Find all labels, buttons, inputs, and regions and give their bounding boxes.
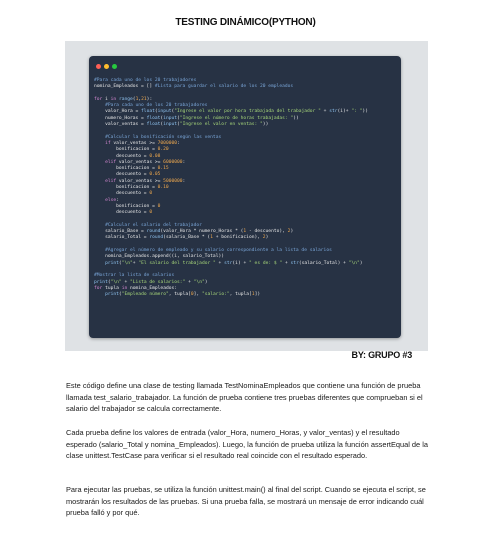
code-token: range (118, 96, 133, 102)
code-token: salario_Base = (94, 229, 147, 235)
code-token: input (157, 109, 172, 115)
code-token: 0.05 (149, 172, 161, 178)
code-token: 5000000 (163, 178, 183, 184)
code-token: input (163, 115, 178, 121)
code-token: 0 (149, 210, 153, 216)
code-token: 2 (262, 235, 266, 241)
code-token: 0.15 (157, 166, 169, 172)
code-token: input (163, 122, 178, 128)
code-line (94, 292, 397, 298)
code-token: else (94, 197, 117, 203)
code-token: : (182, 178, 186, 184)
code-token: 6000000 (163, 159, 183, 165)
code-token: + (121, 279, 131, 285)
code-token: )) (262, 122, 269, 128)
code-token: valor_Hora = (94, 109, 142, 115)
code-token: (salario_Base * ( (163, 235, 211, 241)
code-editor-window (89, 56, 401, 338)
code-token: descuento = (94, 172, 150, 178)
code-token: bonificacion = (94, 166, 158, 172)
code-token: nomina_Empleados = [] (94, 84, 155, 90)
code-token: elif (94, 178, 119, 184)
group-attribution: BY: GRUPO #3 (351, 350, 412, 360)
code-token: salario_Total = (94, 235, 150, 241)
code-token: "Ingrese el valor por hora trabajada del trabajador " (174, 109, 321, 115)
code-token: #Para cada uno de los 20 trabajadores (94, 103, 208, 109)
code-token: (i)+ (337, 109, 352, 115)
code-token: 1 (243, 229, 247, 235)
code-token: valor_ventas >= (118, 178, 164, 184)
code-token: "Ingrese el valor en ventas: " (179, 122, 263, 128)
code-token: : (116, 197, 119, 203)
code-token: , tupla[ (229, 292, 252, 298)
code-token: "Empleado número" (121, 292, 169, 298)
code-token: float (141, 109, 155, 115)
code-token: #Calcular la bonificación según las ventas (94, 134, 222, 140)
code-token: " es de: $ " (249, 260, 283, 266)
code-token: numero_Horas = (94, 115, 147, 121)
code-token: print (105, 260, 119, 266)
code-token: (salario_Total) + (298, 260, 349, 266)
code-token: + (185, 279, 194, 285)
code-token: "El salario del trabajador " (138, 260, 216, 266)
code-token: 1 (210, 235, 213, 241)
code-token: "\n" (348, 260, 360, 266)
code-token: "\n" (193, 279, 205, 285)
code-token: 0 (149, 191, 153, 197)
code-token: #Lista para guardar el salario de los 20 empleados (154, 84, 294, 90)
code-token: ) (359, 260, 363, 266)
code-token: : (182, 159, 186, 165)
code-token: if (94, 140, 114, 146)
code-token: , (138, 96, 142, 102)
code-token: ( (177, 122, 180, 128)
code-token: for (94, 285, 106, 291)
code-token: "\n" (121, 260, 133, 266)
code-token: nomina_Empleados: (130, 285, 178, 291)
code-token: ]) (254, 292, 261, 298)
paragraph-3: Para ejecutar las pruebas, se utiliza la función unittest.main() al final del script. Cuando se ejecuta el script, se mostrarán los resultados de las pruebas. Si una prueba falla, se mostrará un mensaje de error indicando cuál prueba falló y por qué. (66, 485, 426, 518)
code-token: bonificacion = (94, 203, 158, 209)
code-token: ( (118, 260, 122, 266)
maximize-dot-icon (112, 64, 117, 69)
code-token (94, 261, 105, 266)
code-token: 7000000 (157, 140, 178, 146)
code-token: round (149, 235, 164, 241)
code-token: + (215, 260, 225, 266)
code-token: valor_ventas = (94, 122, 147, 128)
code-token: "salario:" (201, 292, 230, 298)
code-token: nomina_Empleados.append((i, salario_Total)) (94, 254, 224, 260)
code-token: str (224, 260, 233, 266)
code-token: )) (293, 115, 299, 121)
code-token: descuento = (94, 153, 150, 159)
code-token: ": " (351, 109, 363, 115)
code-token: )) (362, 109, 368, 115)
code-token: 0.20 (157, 147, 169, 153)
code-token: str (329, 109, 338, 115)
python-code-block (94, 78, 397, 298)
window-controls (96, 64, 117, 69)
code-token: (valor_Hora * numero_Horas * ( (160, 229, 244, 235)
code-token: ) (265, 235, 269, 241)
code-token: 0.08 (149, 153, 161, 159)
code-token: tupla (105, 285, 122, 291)
code-token: 0 (190, 292, 194, 298)
code-token: 21 (141, 96, 147, 102)
code-token: + (320, 109, 330, 115)
code-token: ( (160, 122, 164, 128)
code-token: : (177, 140, 180, 146)
code-token: ( (118, 292, 122, 298)
code-token: ], (193, 292, 202, 298)
code-token: 1 (135, 96, 139, 102)
code-token: ): (146, 96, 153, 102)
code-token (94, 292, 105, 297)
code-token: + bonificacion), (212, 235, 263, 241)
code-token: descuento = (94, 210, 150, 216)
code-token: ( (171, 109, 175, 115)
code-token: str (290, 260, 299, 266)
code-token: 2 (287, 229, 291, 235)
code-token: #Calcular el salario del trabajador (94, 222, 202, 228)
code-token: ) (290, 229, 294, 235)
code-token: + (132, 260, 139, 266)
paragraph-1: Este código define una clase de testing llamada TestNominaEmpleados que contiene una función de prueba llamada test_salario_trabajador. La función de prueba contiene tres pruebas diferentes que comprueban si el salario del trabajador se calcula correctamente. (66, 381, 423, 414)
code-token: i (105, 96, 111, 102)
code-token: , tupla[ (168, 292, 191, 298)
minimize-dot-icon (104, 64, 109, 69)
code-token: + (282, 260, 291, 266)
code-token: valor_ventas >= (118, 159, 164, 165)
code-token: - descuento), (246, 229, 288, 235)
code-token: bonificacion = (94, 147, 158, 153)
code-token: in (121, 285, 130, 291)
code-token: #Para cada uno de los 20 trabajadores (94, 78, 197, 83)
code-token: bonificacion = (94, 185, 158, 191)
document-title: TESTING DINÁMICO(PYTHON) (175, 17, 316, 28)
code-token: ( (132, 96, 136, 102)
code-token: valor_ventas >= (113, 140, 158, 146)
code-token: float (146, 115, 161, 121)
code-token: (i) + (232, 260, 250, 266)
code-token: 0 (157, 203, 161, 209)
code-token: descuento = (94, 191, 150, 197)
code-token: ( (160, 115, 164, 121)
code-token: elif (94, 159, 119, 165)
code-token: print (94, 279, 108, 285)
code-token: for (94, 96, 106, 102)
code-token: #Agregar el número de empleado y su salario correspondiente a la lista de salarios (94, 248, 332, 254)
code-token: "Ingrese el número de horas trabajadas: " (179, 115, 294, 121)
code-token: "Lista de salarios:" (130, 279, 186, 285)
code-token: ( (107, 279, 111, 285)
code-token: round (146, 229, 161, 235)
code-token: print (105, 292, 119, 298)
code-token: #Mostrar la lista de salarios (94, 273, 175, 279)
code-token: ) (204, 279, 208, 285)
code-line (94, 261, 397, 267)
paragraph-2: Cada prueba define los valores de entrada (valor_Hora, numero_Horas, y valor_ventas) y el resultado esperado (salario_Total y nomina_Empleados). Luego, la función de prueba utiliza la función assertEqual de la clase unittest.TestCase para verificar si el resultado real coincide con el resultado esperado. (66, 428, 428, 461)
code-token: 1 (251, 292, 255, 298)
code-token: float (146, 122, 161, 128)
code-screenshot-panel (65, 41, 428, 351)
code-token: 0.10 (157, 185, 169, 191)
code-token: ( (177, 115, 180, 121)
code-token: in (110, 96, 119, 102)
close-dot-icon (96, 64, 101, 69)
code-token: "\n" (110, 279, 122, 285)
code-token: ( (154, 109, 158, 115)
